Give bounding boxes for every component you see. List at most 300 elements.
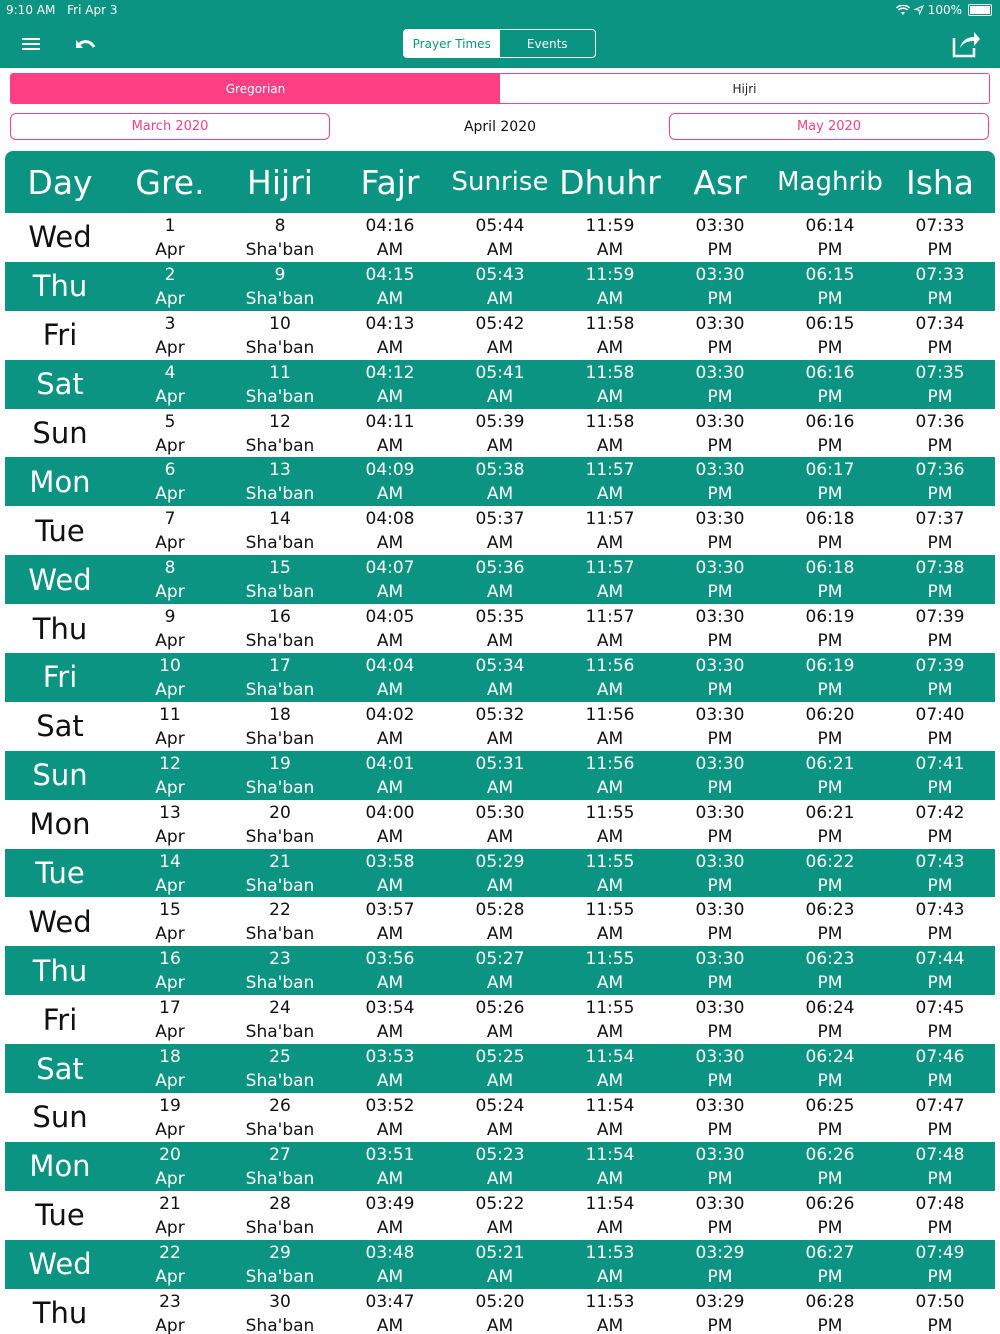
hijri-cell-sub: Sha'ban — [245, 826, 315, 847]
status-bar — [0, 0, 1000, 20]
day-cell — [5, 213, 115, 262]
gregorian-cell — [115, 702, 225, 751]
hijri-cell-value: 17 — [269, 656, 291, 677]
day-cell — [5, 995, 115, 1044]
asr-cell — [665, 995, 775, 1044]
asr-cell-sub: PM — [707, 826, 733, 847]
dhuhr-cell — [555, 311, 665, 360]
fajr-cell-value: 04:07 — [365, 558, 415, 579]
fajr-cell-sub: AM — [376, 1315, 404, 1334]
isha-cell — [885, 995, 995, 1044]
sunrise-cell — [445, 555, 555, 604]
dhuhr-cell-sub: AM — [596, 1217, 624, 1238]
sunrise-cell-sub: AM — [486, 484, 514, 505]
hijri-cell-value: 15 — [269, 558, 291, 579]
asr-cell-value: 03:30 — [695, 753, 745, 774]
maghrib-cell — [775, 213, 885, 262]
isha-cell — [885, 946, 995, 995]
header-hijri: Hijri — [247, 162, 313, 202]
isha-cell — [885, 1191, 995, 1240]
day-cell — [5, 800, 115, 849]
hijri-cell-sub: Sha'ban — [245, 1168, 315, 1189]
gregorian-cell-sub: Apr — [155, 728, 185, 749]
maghrib-cell — [775, 409, 885, 458]
dhuhr-cell-sub: AM — [596, 337, 624, 358]
maghrib-cell-sub: PM — [817, 875, 843, 896]
maghrib-cell — [775, 457, 885, 506]
sunrise-cell-value: 05:34 — [475, 656, 525, 677]
day-cell-value: Wed — [28, 1247, 92, 1282]
dhuhr-cell-sub: AM — [596, 484, 624, 505]
share-icon[interactable] — [950, 28, 982, 60]
table-row — [5, 409, 995, 458]
maghrib-cell-sub: PM — [817, 337, 843, 358]
gregorian-cell-value: 11 — [159, 704, 181, 725]
sunrise-cell — [445, 457, 555, 506]
day-cell — [5, 946, 115, 995]
asr-cell-sub: PM — [707, 728, 733, 749]
isha-cell — [885, 800, 995, 849]
sunrise-cell-sub: AM — [486, 826, 514, 847]
day-cell-value: Sun — [32, 1100, 88, 1135]
gregorian-cell-sub: Apr — [155, 1266, 185, 1287]
fajr-cell — [335, 1093, 445, 1142]
gregorian-cell-sub: Apr — [155, 582, 185, 603]
dhuhr-cell-sub: AM — [596, 288, 624, 309]
fajr-cell — [335, 1044, 445, 1093]
fajr-cell-value: 04:08 — [365, 509, 415, 530]
hamburger-menu-icon[interactable] — [18, 30, 46, 58]
dhuhr-cell-value: 11:55 — [585, 998, 635, 1019]
fajr-cell — [335, 995, 445, 1044]
header-gregorian: Gre. — [135, 162, 205, 202]
day-cell-value: Tue — [35, 856, 85, 891]
asr-cell-value: 03:30 — [695, 509, 745, 530]
asr-cell-value: 03:30 — [695, 900, 745, 921]
day-cell — [5, 653, 115, 702]
previous-month-button[interactable]: March 2020 — [10, 113, 330, 140]
isha-cell-sub: PM — [927, 924, 953, 945]
sunrise-cell-sub: AM — [486, 1168, 514, 1189]
maghrib-cell-value: 06:27 — [805, 1242, 855, 1263]
fajr-cell — [335, 751, 445, 800]
battery-icon — [968, 4, 992, 16]
fajr-cell-value: 04:09 — [365, 460, 415, 481]
asr-cell-value: 03:30 — [695, 313, 745, 334]
table-row — [5, 849, 995, 898]
day-cell — [5, 506, 115, 555]
fajr-cell-sub: AM — [376, 631, 404, 652]
header-asr: Asr — [693, 162, 747, 202]
isha-cell-sub: PM — [927, 631, 953, 652]
gregorian-cell — [115, 213, 225, 262]
dhuhr-cell-value: 11:54 — [585, 1047, 635, 1068]
maghrib-cell-sub: PM — [817, 826, 843, 847]
asr-cell-value: 03:30 — [695, 411, 745, 432]
fajr-cell-value: 04:11 — [365, 411, 415, 432]
isha-cell — [885, 1093, 995, 1142]
gregorian-cell-sub: Apr — [155, 1168, 185, 1189]
isha-cell-value: 07:33 — [915, 216, 965, 236]
gregorian-option[interactable]: Gregorian — [11, 74, 500, 103]
dhuhr-cell — [555, 457, 665, 506]
maghrib-cell-sub: PM — [817, 728, 843, 749]
sunrise-cell — [445, 604, 555, 653]
isha-cell-value: 07:39 — [915, 656, 965, 677]
day-cell — [5, 457, 115, 506]
gregorian-cell-value: 15 — [159, 900, 181, 921]
sunrise-cell-value: 05:44 — [475, 216, 525, 236]
hijri-cell — [225, 604, 335, 653]
fajr-cell — [335, 311, 445, 360]
gregorian-cell-value: 22 — [159, 1242, 181, 1263]
asr-cell — [665, 897, 775, 946]
header-day: Day — [27, 162, 93, 202]
isha-cell-sub: PM — [927, 875, 953, 896]
hijri-cell — [225, 1191, 335, 1240]
fajr-cell — [335, 506, 445, 555]
gregorian-cell — [115, 946, 225, 995]
fajr-cell — [335, 457, 445, 506]
asr-cell-value: 03:30 — [695, 362, 745, 383]
sunrise-cell — [445, 702, 555, 751]
isha-cell-sub: PM — [927, 777, 953, 798]
isha-cell — [885, 262, 995, 311]
maghrib-cell-sub: PM — [817, 973, 843, 994]
isha-cell — [885, 702, 995, 751]
asr-cell-value: 03:30 — [695, 1096, 745, 1117]
maghrib-cell-value: 06:24 — [805, 1047, 855, 1068]
asr-cell — [665, 702, 775, 751]
dhuhr-cell-value: 11:59 — [585, 216, 635, 236]
fajr-cell — [335, 897, 445, 946]
gregorian-cell-sub: Apr — [155, 1315, 185, 1334]
dhuhr-cell — [555, 946, 665, 995]
view-segmented-control — [403, 29, 596, 58]
isha-cell-value: 07:35 — [915, 362, 965, 383]
sunrise-cell-value: 05:41 — [475, 362, 525, 383]
maghrib-cell — [775, 360, 885, 409]
isha-cell-sub: PM — [927, 1217, 953, 1238]
fajr-cell — [335, 555, 445, 604]
isha-cell-sub: PM — [927, 1071, 953, 1092]
fajr-cell-sub: AM — [376, 1168, 404, 1189]
dhuhr-cell — [555, 653, 665, 702]
dhuhr-cell-sub: AM — [596, 1071, 624, 1092]
sunrise-cell — [445, 213, 555, 262]
header-isha: Isha — [905, 162, 975, 202]
fajr-cell-sub: AM — [376, 728, 404, 749]
day-cell-value: Tue — [35, 513, 85, 548]
tab-events[interactable]: Events — [526, 36, 568, 51]
header-fajr: Fajr — [360, 162, 420, 202]
day-cell — [5, 897, 115, 946]
isha-cell — [885, 409, 995, 458]
gregorian-cell-sub: Apr — [155, 680, 185, 701]
hijri-option[interactable]: Hijri — [500, 74, 989, 103]
asr-cell-sub: PM — [707, 337, 733, 358]
fajr-cell-sub: AM — [376, 386, 404, 407]
asr-cell — [665, 409, 775, 458]
hijri-cell-value: 16 — [269, 607, 291, 628]
table-row — [5, 1191, 995, 1240]
sunrise-cell — [445, 1191, 555, 1240]
isha-cell-sub: PM — [927, 826, 953, 847]
asr-cell-sub: PM — [707, 435, 733, 456]
fajr-cell — [335, 213, 445, 262]
asr-cell — [665, 1191, 775, 1240]
hijri-cell-value: 29 — [269, 1242, 291, 1263]
maghrib-cell-value: 06:23 — [805, 900, 855, 921]
dhuhr-cell — [555, 409, 665, 458]
day-cell-value: Wed — [28, 904, 92, 939]
maghrib-cell — [775, 800, 885, 849]
gregorian-cell-sub: Apr — [155, 240, 185, 260]
prayer-times-table[interactable] — [5, 151, 995, 1334]
sunrise-cell — [445, 1142, 555, 1191]
gregorian-cell — [115, 262, 225, 311]
hijri-cell-value: 21 — [269, 851, 291, 872]
sunrise-cell-value: 05:37 — [475, 509, 525, 530]
dhuhr-cell — [555, 849, 665, 898]
table-row — [5, 702, 995, 751]
sunrise-cell — [445, 653, 555, 702]
isha-cell — [885, 311, 995, 360]
day-cell-value: Fri — [42, 660, 78, 695]
dhuhr-cell-value: 11:58 — [585, 362, 635, 383]
maghrib-cell-sub: PM — [817, 484, 843, 505]
sunrise-cell — [445, 1240, 555, 1289]
dhuhr-cell-value: 11:53 — [585, 1242, 635, 1263]
table-row — [5, 360, 995, 409]
fajr-cell-value: 04:16 — [365, 216, 415, 236]
hijri-cell-sub: Sha'ban — [245, 973, 315, 994]
dhuhr-cell-value: 11:57 — [585, 460, 635, 481]
gregorian-cell-sub: Apr — [155, 1071, 185, 1092]
dhuhr-cell-value: 11:54 — [585, 1193, 635, 1214]
gregorian-cell — [115, 751, 225, 800]
maghrib-cell — [775, 849, 885, 898]
fajr-cell-value: 04:01 — [365, 753, 415, 774]
day-cell-value: Thu — [32, 953, 88, 988]
isha-cell-sub: PM — [927, 484, 953, 505]
maghrib-cell — [775, 1240, 885, 1289]
dhuhr-cell — [555, 262, 665, 311]
hijri-cell-value: 8 — [274, 216, 286, 236]
hijri-cell-sub: Sha'ban — [245, 728, 315, 749]
hijri-cell — [225, 946, 335, 995]
isha-cell-value: 07:33 — [915, 264, 965, 285]
hijri-cell — [225, 1044, 335, 1093]
calendar-type-toggle — [10, 73, 990, 104]
maghrib-cell — [775, 751, 885, 800]
hijri-cell-sub: Sha'ban — [245, 1071, 315, 1092]
isha-cell-sub: PM — [927, 533, 953, 554]
dhuhr-cell-sub: AM — [596, 1022, 624, 1043]
day-cell — [5, 1191, 115, 1240]
asr-cell — [665, 653, 775, 702]
asr-cell — [665, 213, 775, 262]
isha-cell-value: 07:44 — [915, 949, 965, 970]
maghrib-cell-value: 06:15 — [805, 264, 855, 285]
asr-cell-sub: PM — [707, 875, 733, 896]
undo-icon[interactable] — [70, 30, 98, 58]
hijri-cell-sub: Sha'ban — [245, 631, 315, 652]
gregorian-cell-value: 12 — [159, 753, 181, 774]
header-maghrib: Maghrib — [777, 167, 883, 197]
asr-cell-sub: PM — [707, 924, 733, 945]
table-row — [5, 1240, 995, 1289]
day-cell — [5, 262, 115, 311]
asr-cell-value: 03:29 — [695, 1242, 745, 1263]
hijri-cell — [225, 849, 335, 898]
day-cell-value: Sat — [36, 367, 84, 402]
gregorian-cell-sub: Apr — [155, 777, 185, 798]
sunrise-cell-value: 05:31 — [475, 753, 525, 774]
sunrise-cell — [445, 1044, 555, 1093]
hijri-cell — [225, 751, 335, 800]
hijri-cell — [225, 1240, 335, 1289]
gregorian-cell-value: 20 — [159, 1144, 181, 1165]
hijri-cell-sub: Sha'ban — [245, 1022, 315, 1043]
sunrise-cell-value: 05:35 — [475, 607, 525, 628]
hijri-cell-value: 14 — [269, 509, 291, 530]
gregorian-cell — [115, 311, 225, 360]
gregorian-cell-value: 2 — [164, 264, 176, 285]
dhuhr-cell-value: 11:58 — [585, 411, 635, 432]
day-cell — [5, 360, 115, 409]
hijri-cell-value: 20 — [269, 802, 291, 823]
dhuhr-cell — [555, 1142, 665, 1191]
asr-cell-sub: PM — [707, 1120, 733, 1141]
maghrib-cell-sub: PM — [817, 533, 843, 554]
gregorian-cell — [115, 800, 225, 849]
fajr-cell-sub: AM — [376, 826, 404, 847]
day-cell — [5, 409, 115, 458]
sunrise-cell — [445, 849, 555, 898]
gregorian-cell-value: 5 — [164, 411, 176, 432]
sunrise-cell-value: 05:42 — [475, 313, 525, 334]
sunrise-cell-sub: AM — [486, 777, 514, 798]
fajr-cell-sub: AM — [376, 924, 404, 945]
gregorian-cell — [115, 1191, 225, 1240]
asr-cell-sub: PM — [707, 1315, 733, 1334]
sunrise-cell — [445, 409, 555, 458]
sunrise-cell-sub: AM — [486, 1217, 514, 1238]
gregorian-cell-value: 8 — [164, 558, 176, 579]
gregorian-cell-value: 16 — [159, 949, 181, 970]
fajr-cell — [335, 409, 445, 458]
hijri-cell — [225, 653, 335, 702]
sunrise-cell — [445, 946, 555, 995]
gregorian-cell-sub: Apr — [155, 924, 185, 945]
hijri-cell-value: 10 — [269, 313, 291, 334]
isha-cell-sub: PM — [927, 1315, 953, 1334]
isha-cell-sub: PM — [927, 1120, 953, 1141]
dhuhr-cell — [555, 506, 665, 555]
sunrise-cell — [445, 1093, 555, 1142]
asr-cell — [665, 506, 775, 555]
sunrise-cell-sub: AM — [486, 631, 514, 652]
sunrise-cell-value: 05:23 — [475, 1144, 525, 1165]
sunrise-cell-value: 05:22 — [475, 1193, 525, 1214]
tab-prayer-times[interactable]: Prayer Times — [404, 30, 500, 57]
maghrib-cell-sub: PM — [817, 1315, 843, 1334]
gregorian-cell — [115, 457, 225, 506]
gregorian-cell — [115, 360, 225, 409]
isha-cell-sub: PM — [927, 1168, 953, 1189]
maghrib-cell — [775, 946, 885, 995]
asr-cell-value: 03:30 — [695, 851, 745, 872]
dhuhr-cell-sub: AM — [596, 1120, 624, 1141]
table-row — [5, 262, 995, 311]
maghrib-cell-value: 06:14 — [805, 216, 855, 236]
hijri-cell-sub: Sha'ban — [245, 240, 315, 260]
fajr-cell-sub: AM — [376, 973, 404, 994]
asr-cell-sub: PM — [707, 240, 733, 260]
hijri-cell-sub: Sha'ban — [245, 1315, 315, 1334]
gregorian-cell — [115, 995, 225, 1044]
asr-cell-value: 03:30 — [695, 704, 745, 725]
maghrib-cell-value: 06:21 — [805, 802, 855, 823]
day-cell-value: Sun — [32, 758, 88, 793]
isha-cell-value: 07:48 — [915, 1144, 965, 1165]
asr-cell-sub: PM — [707, 1266, 733, 1287]
next-month-button[interactable]: May 2020 — [669, 113, 989, 140]
fajr-cell-value: 04:15 — [365, 264, 415, 285]
maghrib-cell — [775, 1289, 885, 1334]
hijri-cell-value: 30 — [269, 1291, 291, 1312]
dhuhr-cell-value: 11:54 — [585, 1096, 635, 1117]
dhuhr-cell — [555, 213, 665, 262]
day-cell — [5, 555, 115, 604]
fajr-cell-sub: AM — [376, 240, 404, 260]
asr-cell-value: 03:30 — [695, 460, 745, 481]
day-cell-value: Mon — [29, 807, 91, 842]
dhuhr-cell-value: 11:58 — [585, 313, 635, 334]
fajr-cell-sub: AM — [376, 1217, 404, 1238]
isha-cell-value: 07:36 — [915, 411, 965, 432]
gregorian-cell — [115, 1142, 225, 1191]
day-cell-value: Fri — [42, 1002, 78, 1037]
navigation-bar — [0, 20, 1000, 68]
dhuhr-cell-value: 11:56 — [585, 656, 635, 677]
fajr-cell — [335, 653, 445, 702]
day-cell — [5, 849, 115, 898]
gregorian-cell-value: 21 — [159, 1193, 181, 1214]
isha-cell-value: 07:48 — [915, 1193, 965, 1214]
dhuhr-cell-sub: AM — [596, 680, 624, 701]
gregorian-cell — [115, 409, 225, 458]
dhuhr-cell-sub: AM — [596, 533, 624, 554]
table-row — [5, 604, 995, 653]
maghrib-cell-value: 06:28 — [805, 1291, 855, 1312]
table-row — [5, 311, 995, 360]
asr-cell-sub: PM — [707, 1217, 733, 1238]
maghrib-cell-sub: PM — [817, 777, 843, 798]
asr-cell-sub: PM — [707, 1022, 733, 1043]
isha-cell — [885, 457, 995, 506]
fajr-cell-value: 03:54 — [365, 998, 415, 1019]
maghrib-cell-value: 06:18 — [805, 558, 855, 579]
sunrise-cell-sub: AM — [486, 728, 514, 749]
gregorian-cell-sub: Apr — [155, 1217, 185, 1238]
maghrib-cell — [775, 604, 885, 653]
isha-cell-sub: PM — [927, 240, 953, 260]
hijri-cell-value: 13 — [269, 460, 291, 481]
maghrib-cell — [775, 311, 885, 360]
maghrib-cell-sub: PM — [817, 1120, 843, 1141]
